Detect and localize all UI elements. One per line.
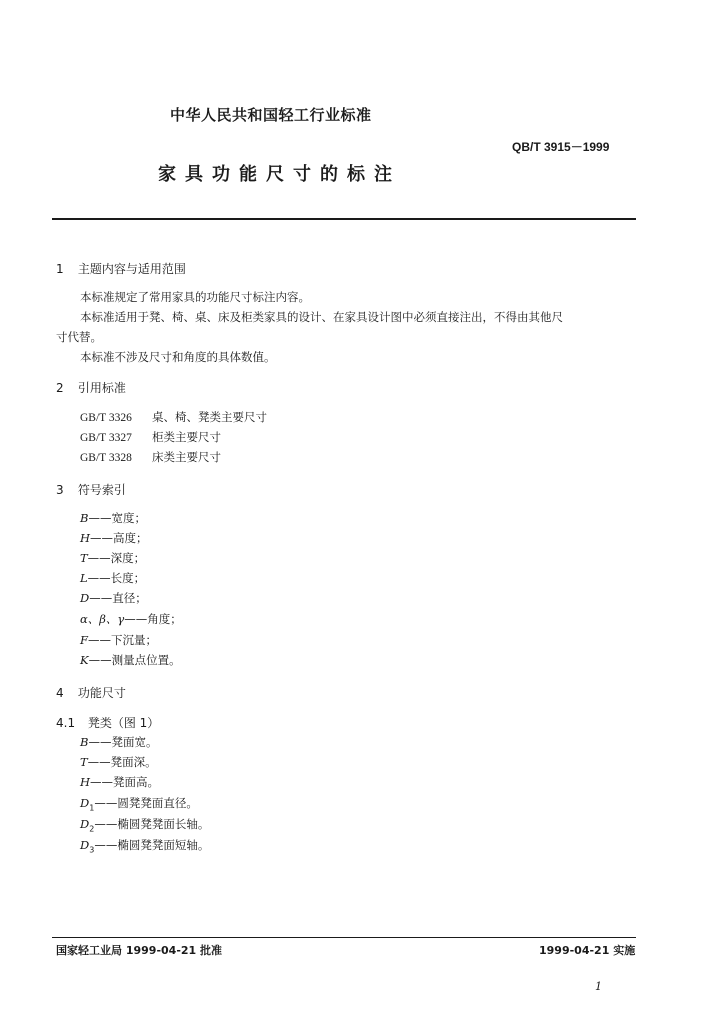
implementation-note: 1999-04-21 实施	[539, 944, 636, 957]
symbol: F	[80, 633, 88, 647]
section-number: 4	[56, 686, 64, 700]
symbol-description: ——直径；	[89, 591, 147, 605]
section-title: 引用标准	[77, 381, 126, 395]
dimension-entry	[80, 837, 209, 854]
symbol-entry	[80, 611, 182, 627]
section-1-heading	[56, 260, 186, 277]
symbol-description: ——长度；	[87, 571, 146, 585]
symbol: T	[80, 551, 88, 565]
symbol-description: ——宽度；	[88, 511, 146, 525]
symbol-entry	[80, 530, 148, 546]
symbol-subscript: 1	[89, 803, 95, 813]
symbol-description: ——深度；	[87, 551, 146, 565]
symbol-entry	[80, 550, 145, 566]
symbol-entry	[80, 590, 147, 606]
document-title: 家具功能尺寸的标注	[158, 164, 401, 185]
symbol-description: ——高度；	[90, 531, 148, 545]
reference-name: 床类主要尺寸	[152, 450, 221, 464]
subsection-number: 4.1	[56, 716, 76, 730]
section-number: 1	[56, 262, 64, 276]
symbol-entry	[80, 510, 146, 526]
symbol-subscript: 2	[89, 824, 95, 834]
section-4-heading	[56, 684, 126, 701]
section-title: 符号索引	[77, 483, 126, 497]
section-title: 主题内容与适用范围	[77, 262, 186, 276]
page-number: 1	[595, 980, 602, 993]
symbol-entry	[80, 570, 145, 586]
section-1-paragraph-2: 本标准适用于凳、椅、桌、床及柜类家具的设计、在家具设计图中必须直接注出，不得由其他尺	[80, 310, 563, 324]
footer-rule	[52, 937, 636, 938]
reference-code: GB/T 3326	[80, 412, 132, 424]
standard-code: QB/T 3915－1999	[512, 140, 610, 154]
dimension-entry	[80, 774, 159, 790]
subsection-4-1-heading	[56, 714, 159, 731]
subsection-title: 凳类（图 1）	[87, 716, 160, 730]
dimension-description: ——凳面深。	[87, 755, 157, 769]
symbol: D	[80, 591, 90, 605]
reference-code: GB/T 3328	[80, 452, 132, 464]
section-3-heading	[56, 481, 126, 498]
dimension-description: ——椭圆凳凳面短轴。	[94, 838, 210, 852]
dimension-entry	[80, 754, 157, 770]
dimension-description: ——椭圆凳凳面长轴。	[94, 817, 210, 831]
symbol: K	[80, 653, 89, 667]
symbol: H	[80, 531, 91, 545]
symbol: D	[80, 838, 90, 852]
section-1-paragraph-3: 本标准不涉及尺寸和角度的具体数值。	[80, 350, 276, 364]
reference-code: GB/T 3327	[80, 432, 132, 444]
symbol: B	[80, 511, 89, 525]
symbol-entry	[80, 632, 157, 648]
symbol: D	[80, 796, 90, 810]
symbol: B	[80, 735, 89, 749]
symbol: L	[80, 571, 88, 585]
symbol: α、β、γ	[80, 612, 125, 626]
approval-note: 国家轻工业局 1999-04-21 批准	[56, 944, 223, 957]
section-1-paragraph-2-continued: 寸代替。	[56, 330, 102, 344]
section-number: 3	[56, 483, 64, 497]
reference-item	[80, 449, 221, 465]
symbol: H	[80, 775, 91, 789]
reference-name: 桌、椅、凳类主要尺寸	[152, 410, 267, 424]
header-rule	[52, 218, 636, 220]
dimension-entry	[80, 816, 209, 833]
dimension-entry	[80, 734, 157, 750]
symbol-description: ——角度；	[124, 612, 182, 626]
section-1-paragraph-1: 本标准规定了常用家具的功能尺寸标注内容。	[80, 290, 310, 304]
symbol: T	[80, 755, 88, 769]
dimension-entry	[80, 795, 198, 812]
symbol-subscript: 3	[89, 845, 95, 855]
section-2-heading	[56, 379, 126, 396]
dimension-description: ——凳面高。	[90, 775, 160, 789]
dimension-description: ——凳面宽。	[88, 735, 158, 749]
dimension-description: ——圆凳凳面直径。	[94, 796, 198, 810]
symbol: D	[80, 817, 90, 831]
section-title: 功能尺寸	[77, 686, 126, 700]
symbol-description: ——测量点位置。	[88, 653, 181, 667]
reference-name: 柜类主要尺寸	[152, 430, 221, 444]
reference-item	[80, 429, 221, 445]
section-number: 2	[56, 381, 64, 395]
symbol-entry	[80, 652, 181, 668]
symbol-description: ——下沉量；	[87, 633, 157, 647]
standard-title: 中华人民共和国轻工行业标准	[170, 106, 372, 124]
reference-item	[80, 409, 267, 425]
